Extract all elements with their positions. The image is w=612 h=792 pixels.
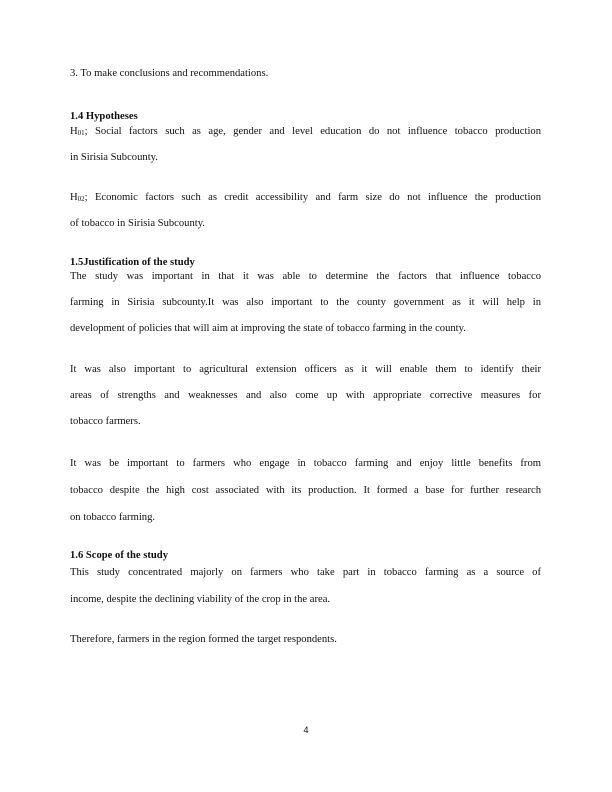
scope-heading: 1.6 Scope of the study xyxy=(70,550,168,561)
paragraph-line: on tobacco farming. xyxy=(70,512,156,523)
paragraph-line: income, despite the declining viability of the crop in the area. xyxy=(70,594,331,605)
paragraph-line: farming in Sirisia subcounty.It was also important to the county government as it will help in xyxy=(70,297,541,308)
justification-heading: 1.5Justification of the study xyxy=(70,257,195,268)
paragraph-line: tobacco farmers. xyxy=(70,416,141,427)
hypothesis-h01-line2: in Sirisia Subcounty. xyxy=(70,152,158,163)
paragraph-line: This study concentrated majorly on farmers who take part in tobacco farming as a source of xyxy=(70,567,541,578)
paragraph-line: Therefore, farmers in the region formed the target respondents. xyxy=(70,634,337,645)
paragraph-line: It was also important to agricultural extension officers as it will enable them to identify their xyxy=(70,364,541,375)
paragraph-line: tobacco despite the high cost associated with its production. It formed a base for further research xyxy=(70,485,541,496)
page-number: 4 xyxy=(303,725,309,735)
hypothesis-h02-line1: $H_{02}$; Economic factors such as credit accessibility and farm size do not influence the production xyxy=(70,192,541,203)
hypothesis-h02-line2: of tobacco in Sirisia Subcounty. xyxy=(70,218,205,229)
hypotheses-heading: 1.4 Hypotheses xyxy=(70,111,138,122)
paragraph-line: development of policies that will aim at improving the state of tobacco farming in the county. xyxy=(70,323,466,334)
paragraph-line: areas of strengths and weaknesses and also come up with appropriate corrective measures for xyxy=(70,390,541,401)
hypothesis-h01-line1: $H_{01}$; Social factors such as age, gender and level education do not influence tobacco production xyxy=(70,126,541,137)
paragraph-line: The study was important in that it was able to determine the factors that influence tobacco xyxy=(70,271,541,282)
paragraph-line: It was be important to farmers who engage in tobacco farming and enjoy little benefits from xyxy=(70,458,541,469)
objective-3: 3. To make conclusions and recommendations. xyxy=(70,68,269,79)
